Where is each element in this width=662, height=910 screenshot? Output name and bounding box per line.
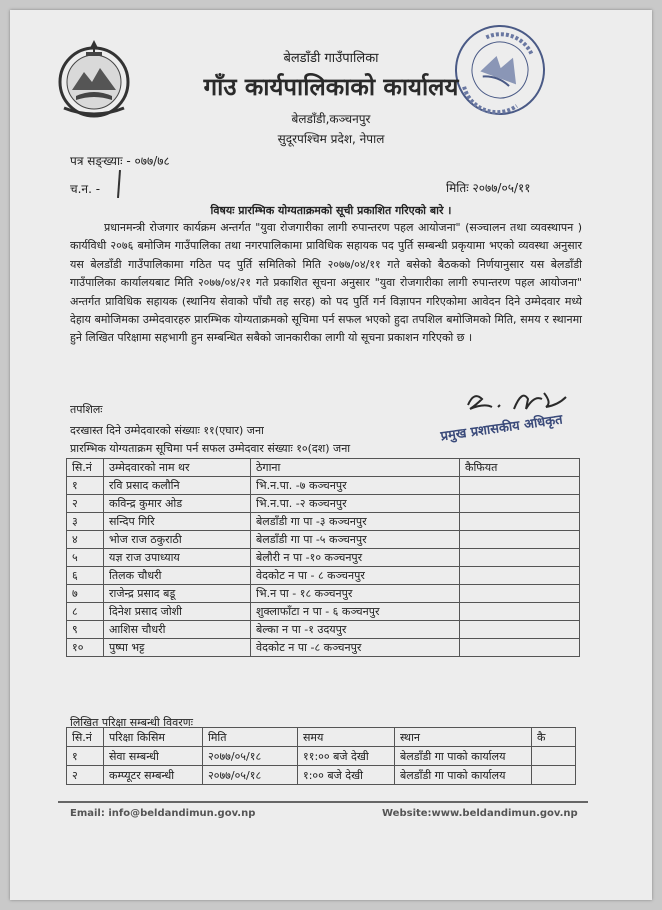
reference-number: पत्र सङ्ख्याः - ०७७/७८: [70, 154, 170, 168]
footer-divider: [58, 801, 588, 803]
cell-remarks: [460, 639, 580, 657]
address-line-2: सुदूरपश्चिम प्रदेश, नेपाल: [277, 132, 385, 146]
col-exam-type-header: परिक्षा किसिम: [104, 728, 203, 747]
cell-name: पुष्पा भट्ट: [104, 639, 251, 657]
cell-sn: १: [67, 747, 104, 766]
col-time-header: समय: [298, 728, 395, 747]
table-row: [67, 549, 580, 567]
col-remarks-header: कैफियत: [460, 459, 580, 477]
table-header-row: [67, 728, 576, 747]
cell-sn: ६: [67, 567, 104, 585]
table-row: [67, 477, 580, 495]
cell-sn: ५: [67, 549, 104, 567]
cell-remarks: [460, 513, 580, 531]
cell-sn: १०: [67, 639, 104, 657]
cell-remarks: [532, 766, 576, 785]
letter-subject: विषयः प्रारम्भिक योग्यताक्रमको सूची प्रकाशित गरिएको बारे ।: [210, 204, 452, 217]
cell-name: आशिस चौधरी: [104, 621, 251, 639]
cell-venue: बेलडाँडी गा पाको कार्यालय: [395, 766, 532, 785]
office-title: गाँउ कार्यपालिकाको कार्यालय: [203, 73, 459, 101]
table-row: [67, 766, 576, 785]
cell-name: रवि प्रसाद कलौनि: [104, 477, 251, 495]
footer-website: Website:www.beldandimun.gov.np: [382, 808, 578, 819]
col-venue-header: स्थान: [395, 728, 532, 747]
cell-exam-type: कम्प्यूटर सम्बन्धी: [104, 766, 203, 785]
table-header-row: [67, 459, 580, 477]
col-sn-header: सि.नं: [67, 459, 104, 477]
exam-schedule-table: [66, 727, 576, 785]
cell-sn: ४: [67, 531, 104, 549]
table-row: [67, 747, 576, 766]
table-row: [67, 531, 580, 549]
cell-remarks: [460, 585, 580, 603]
cell-sn: ९: [67, 621, 104, 639]
cell-address: वेदकोट न पा - ८ कञ्चनपुर: [251, 567, 460, 585]
table-row: [67, 567, 580, 585]
cell-remarks: [532, 747, 576, 766]
table-row: [67, 495, 580, 513]
cell-remarks: [460, 549, 580, 567]
cell-venue: बेलडाँडी गा पाको कार्यालय: [395, 747, 532, 766]
cell-name: यज्ञ राज उपाध्याय: [104, 549, 251, 567]
cell-address: भि.न.पा. -२ कञ्चनपुर: [251, 495, 460, 513]
letter-body-text: प्रधानमन्त्री रोजगार कार्यक्रम अन्तर्गत "युवा रोजगारीका लागी रुपान्तरण पहल आयोजना" (सञ्चालन तथा व्यवस्थापन ) कार्यविधी २०७६ बमोजिम गाउँपालिका तथा नगरपालिकामा प्राविधिक सहायक पद पुर्ति सम्बन्धी प्रकृयामा भएको व्यवस्था अनुसार यस बेलडाँडी गाउँपालिकामा गठित पद पुर्ति समितिको मिति २०७७/०४/११ गते बसेको बैठकको निर्णयानुसार यस बेलडाँडी गाउँपालिका कार्यालयबाट मिति २०७७/०४/२१ गते प्रकाशित सूचना अनुसार "युवा रोजगारीका लागी रुपान्तरण पहल आयोजना" अन्तर्गत प्राविधिक सहायक (स्थानिय सेवाको पाँचौ तह सरह) को पद पुर्ति गर्न विज्ञापन गरिएकोमा आवेदन दिने उम्मेदवार मध्ये देहाय बमोजिमका उम्मेदवारहरु प्रारम्भिक योग्यताक्रमको सूचिमा पर्न सफल भएको हुदा तपशिल बमोजिमको मिति, समय र स्थानमा हुने लिखित परिक्षामा सहभागी हुन सम्बन्धित सबैको जानकारीका लागी यो सूचना प्रकाशन गरिएको छ ।: [70, 221, 582, 345]
signatory-title: प्रमुख प्रशासकीय अधिकृत: [439, 412, 564, 445]
cell-name: भोज राज ठकुराठी: [104, 531, 251, 549]
written-exam-label: लिखित परिक्षा सम्बन्धी विवरणः: [70, 716, 193, 729]
footer-email: Email: info@beldandimun.gov.np: [70, 808, 256, 819]
cell-name: तिलक चौधरी: [104, 567, 251, 585]
col-remarks-header: कै: [532, 728, 576, 747]
cell-address: बेलडाँडी गा पा -५ कञ्चनपुर: [251, 531, 460, 549]
address-line-1: बेलडाँडी,कञ्चनपुर: [291, 112, 371, 126]
cell-date: २०७७/०५/१८: [203, 766, 298, 785]
cell-address: वेदकोट न पा -८ कञ्चनपुर: [251, 639, 460, 657]
cell-remarks: [460, 621, 580, 639]
cell-sn: ८: [67, 603, 104, 621]
handwritten-slash: [117, 170, 121, 198]
letter-date: मितिः २०७७/०५/११: [446, 181, 531, 195]
table-row: [67, 603, 580, 621]
applicants-count: दरखास्त दिने उम्मेदवारको संख्याः ११(एघार) जना: [70, 424, 264, 437]
cell-remarks: [460, 477, 580, 495]
cell-address: बेलौरी न पा -१० कञ्चनपुर: [251, 549, 460, 567]
cell-sn: ७: [67, 585, 104, 603]
cell-sn: २: [67, 766, 104, 785]
cell-sn: १: [67, 477, 104, 495]
cell-exam-type: सेवा सम्बन्धी: [104, 747, 203, 766]
col-address-header: ठेगाना: [251, 459, 460, 477]
table-row: [67, 621, 580, 639]
col-date-header: मिति: [203, 728, 298, 747]
cell-sn: ३: [67, 513, 104, 531]
cell-remarks: [460, 567, 580, 585]
col-name-header: उम्मेदवारको नाम थर: [104, 459, 251, 477]
cell-remarks: [460, 603, 580, 621]
cell-name: दिनेश प्रसाद जोशी: [104, 603, 251, 621]
cell-remarks: [460, 495, 580, 513]
cell-name: सन्दिप गिरि: [104, 513, 251, 531]
table-row: [67, 513, 580, 531]
dispatch-number: च.न. -: [70, 182, 101, 196]
cell-name: कविन्द्र कुमार ओड: [104, 495, 251, 513]
col-sn-header: सि.नं: [67, 728, 104, 747]
cell-date: २०७७/०५/१८: [203, 747, 298, 766]
cell-address: बेलडाँडी गा पा -३ कञ्चनपुर: [251, 513, 460, 531]
details-label: तपशिलः: [70, 403, 103, 416]
cell-sn: २: [67, 495, 104, 513]
shortlist-count: प्रारम्भिक योग्यताक्रम सूचिमा पर्न सफल उम्मेदवार संख्याः १०(दश) जना: [70, 442, 351, 455]
cell-address: शुक्लाफाँटा न पा - ६ कञ्चनपुर: [251, 603, 460, 621]
letter-body: [70, 219, 582, 348]
table-row: [67, 639, 580, 657]
cell-name: राजेन्द्र प्रसाद बडू: [104, 585, 251, 603]
table-row: [67, 585, 580, 603]
cell-address: बेल्का न पा -१ उदयपुर: [251, 621, 460, 639]
cell-time: १:०० बजे देखी: [298, 766, 395, 785]
cell-time: ११:०० बजे देखी: [298, 747, 395, 766]
candidates-table: [66, 458, 580, 657]
cell-address: भि.न पा - १८ कञ्चनपुर: [251, 585, 460, 603]
cell-remarks: [460, 531, 580, 549]
municipality-name: बेलडाँडी गाउँपालिका: [283, 51, 379, 66]
cell-address: भि.न.पा. -७ कञ्चनपुर: [251, 477, 460, 495]
